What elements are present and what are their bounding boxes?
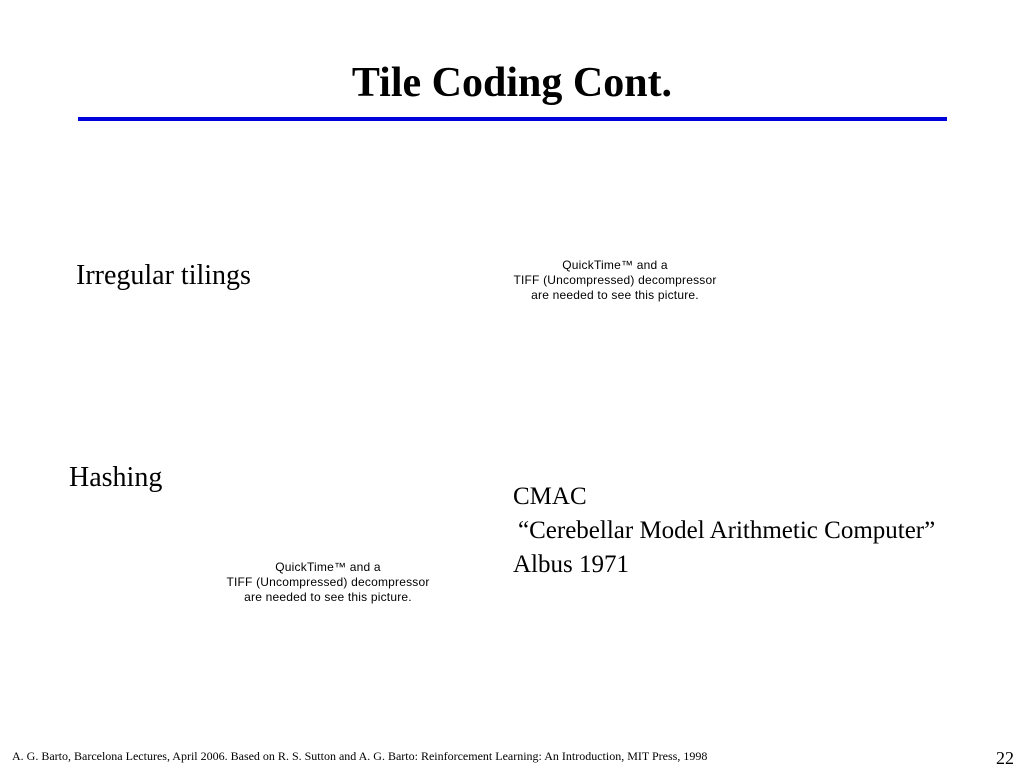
quicktime-placeholder-hashing [190, 560, 466, 605]
quicktime-line-3: are needed to see this picture. [244, 590, 412, 604]
cmac-expansion: “Cerebellar Model Arithmetic Computer” [518, 517, 936, 544]
page-number: 22 [996, 748, 1014, 768]
quicktime-line-1: QuickTime™ and a [275, 560, 381, 574]
quicktime-placeholder-irregular-tilings [470, 258, 760, 303]
hashing-label: Hashing [69, 462, 163, 493]
footer-citation: A. G. Barto, Barcelona Lectures, April 2006. Based on R. S. Sutton and A. G. Barto: Reinforcement Learning: An Introduction, MIT Press, 1998 [12, 749, 708, 763]
quicktime-line-1: QuickTime™ and a [562, 258, 668, 272]
quicktime-line-3: are needed to see this picture. [531, 288, 699, 302]
cmac-citation: Albus 1971 [513, 551, 629, 578]
irregular-tilings-label: Irregular tilings [76, 260, 251, 291]
title-underline [78, 117, 947, 121]
slide-title: Tile Coding Cont. [351, 60, 673, 106]
quicktime-line-2: TIFF (Uncompressed) decompressor [226, 575, 430, 589]
quicktime-line-2: TIFF (Uncompressed) decompressor [513, 273, 717, 287]
cmac-acronym: CMAC [513, 483, 587, 510]
cmac-text-block [513, 480, 935, 582]
